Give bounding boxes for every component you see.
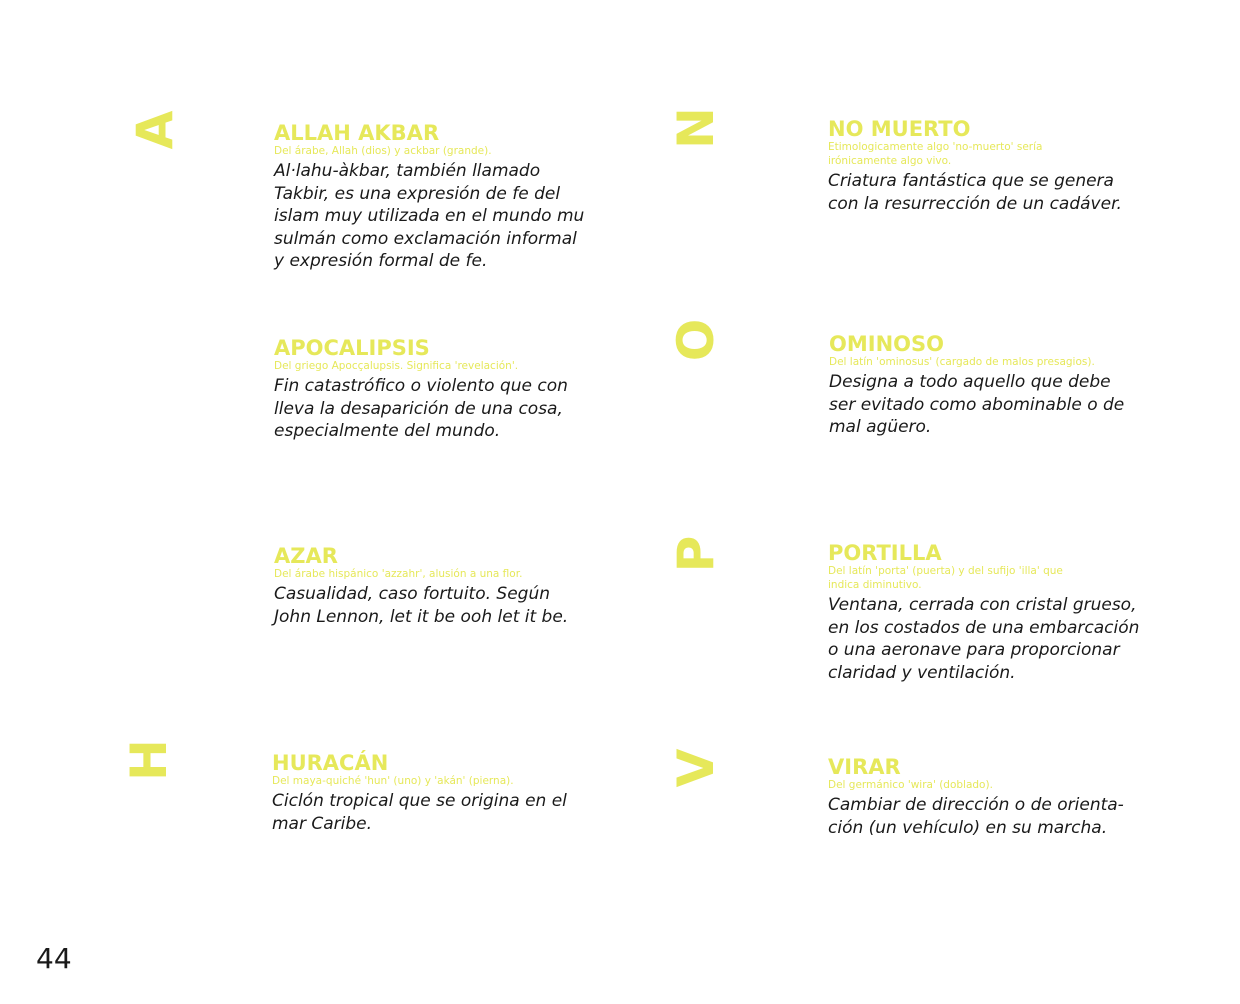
- entry-term: APOCALIPSIS: [274, 336, 430, 360]
- entry-etymology: Del maya-quiché 'hun' (uno) y 'akán' (pierna).: [272, 775, 514, 787]
- entry-term: OMINOSO: [829, 332, 944, 356]
- section-letter-a: A: [126, 110, 184, 150]
- entry-azar: [274, 545, 604, 628]
- entry-etymology: Del árabe hispánico 'azzahr', alusión a una flor.: [274, 568, 523, 580]
- entry-definition: Al·lahu-àkbar, también llamado Takbir, es una expresión de fe del islam muy utilizada en el mundo mu sulmán como exclamación informal y expresión formal de fe.: [274, 161, 585, 271]
- entry-definition: Ventana, cerrada con cristal grueso, en los costados de una embarcación o una aeronave para proporcionar claridad y ventilación.: [828, 595, 1140, 683]
- section-letter-o: O: [667, 318, 725, 362]
- entry-definition: Designa a todo aquello que debe ser evitado como abominable o de mal agüero.: [829, 372, 1125, 437]
- entry-definition: Casualidad, caso fortuito. Según John Lennon, let it be ooh let it be.: [274, 584, 569, 627]
- entry-ominoso: [829, 333, 1159, 439]
- entry-etymology: Etimologicamente algo 'no-muerto' sería irónicamente algo vivo.: [828, 141, 1043, 167]
- entry-etymology: Del árabe, Allah (dios) y ackbar (grande).: [274, 145, 492, 157]
- entry-virar: [828, 756, 1158, 839]
- entry-definition: Criatura fantástica que se genera con la resurrección de un cadáver.: [828, 171, 1122, 214]
- entry-term: ALLAH AKBAR: [274, 121, 440, 145]
- page-number: 44: [36, 942, 72, 975]
- entry-term: PORTILLA: [828, 541, 942, 565]
- entry-etymology: Del germánico 'wira' (doblado).: [828, 779, 993, 791]
- entry-definition: Fin catastrófico o violento que con lleva la desaparición de una cosa, especialmente del mundo.: [274, 376, 568, 441]
- entry-allah-akbar: [274, 122, 604, 273]
- entry-no-muerto: [828, 118, 1158, 215]
- entry-etymology: Del griego Apocçalupsis. Significa 'revelación'.: [274, 360, 519, 372]
- entry-definition: Cambiar de dirección o de orienta- ción (un vehículo) en su marcha.: [828, 795, 1124, 838]
- section-letter-h: H: [120, 739, 178, 781]
- section-letter-p: P: [667, 535, 725, 573]
- entry-term: NO MUERTO: [828, 117, 971, 141]
- entry-definition: Ciclón tropical que se origina en el mar Caribe.: [272, 791, 567, 834]
- entry-etymology: Del latín 'ominosus' (cargado de malos presagios).: [829, 356, 1095, 368]
- section-letter-n: N: [667, 107, 725, 149]
- entry-term: AZAR: [274, 544, 338, 568]
- entry-apocalipsis: [274, 337, 604, 443]
- entry-term: HURACÁN: [272, 751, 389, 775]
- entry-etymology: Del latín 'porta' (puerta) y del sufijo 'illa' que indica diminutivo.: [828, 565, 1063, 591]
- entry-huracan: [272, 752, 602, 835]
- entry-term: VIRAR: [828, 755, 901, 779]
- entry-portilla: [828, 542, 1168, 684]
- section-letter-v: V: [667, 748, 725, 788]
